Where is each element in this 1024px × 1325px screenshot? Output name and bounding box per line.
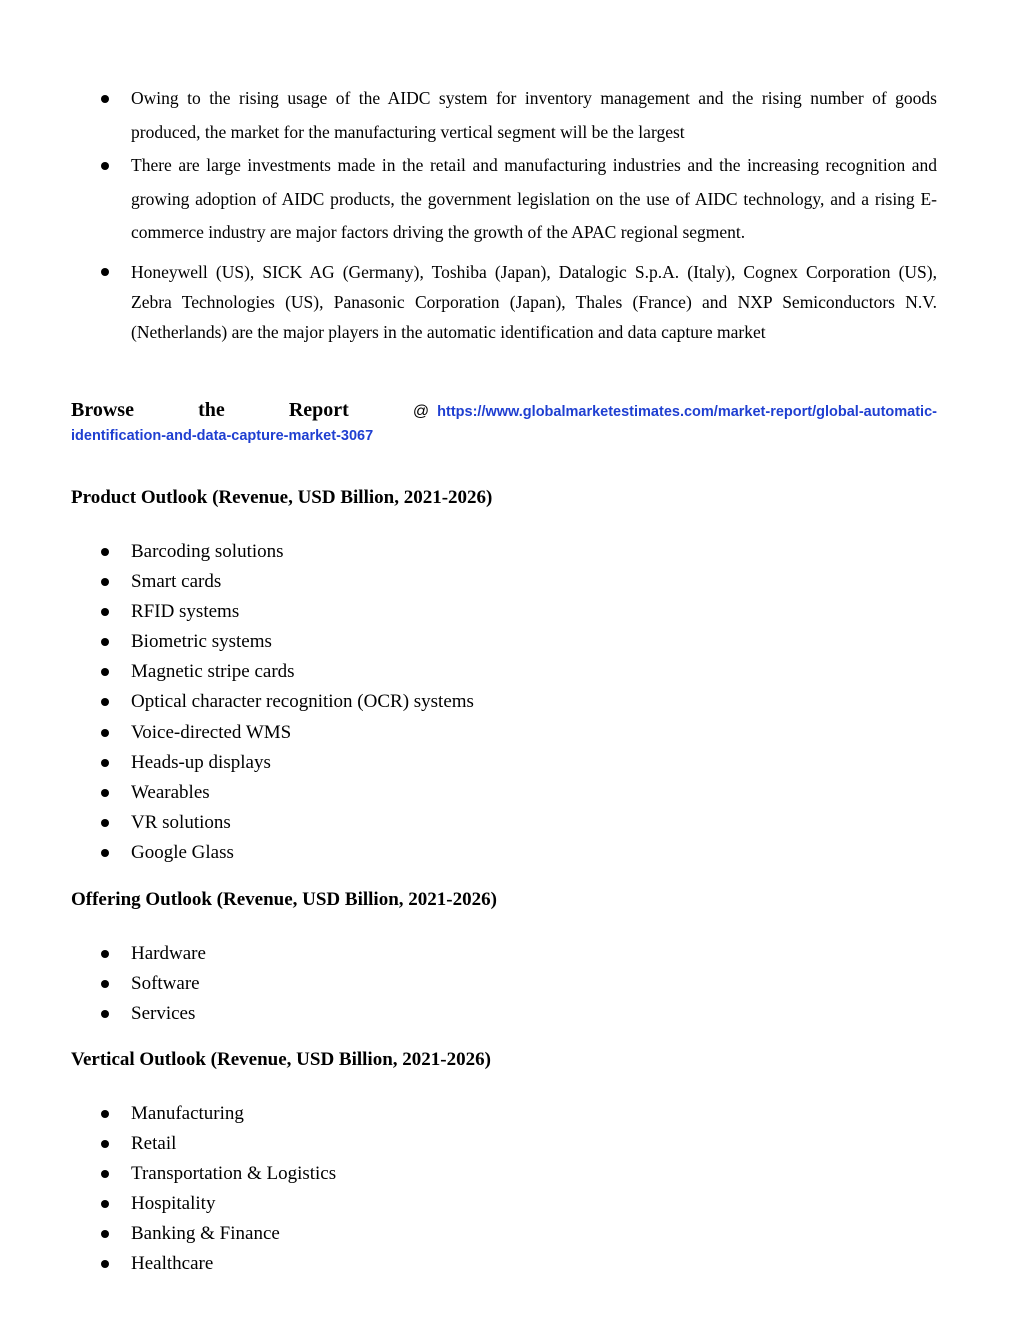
list-item [0,748,1024,778]
list-item [0,1249,1024,1279]
bullet-icon [101,819,109,827]
bullet-icon [101,548,109,556]
offering-outlook-heading: Offering Outlook (Revenue, USD Billion, 2021-2026) [71,889,497,910]
list-item-text: Hospitality [131,1193,216,1215]
list-item-text: Heads-up displays [131,751,271,773]
list-item-text: Hardware [131,943,206,964]
bullet-icon [101,95,109,103]
bullet-icon [101,638,109,646]
list-item [0,718,1024,748]
list-item-text: Transportation & Logistics [131,1163,337,1185]
bullet-icon [101,1260,109,1268]
list-item [0,537,1024,567]
list-item [0,82,1024,149]
list-item [0,1219,1024,1249]
list-item-text: Honeywell (US), SICK AG (Germany), Toshiba (Japan), Datalogic S.p.A. (Italy), Cognex Corporation (US), Zebra Technologies (US), Panasonic Corporation (Japan), Thales (France) and NXP Semiconductors N.V. (Netherlands) are the major players in the automatic identification and data capture market [131,261,937,342]
vertical-outlook-heading: Vertical Outlook (Revenue, USD Billion, 2021-2026) [71,1049,491,1070]
bullet-icon [101,950,109,958]
list-item-text: Retail [131,1133,177,1155]
bullet-icon [101,268,109,276]
list-item [0,939,1024,969]
list-item-text: Barcoding solutions [131,541,284,562]
bullet-icon [101,729,109,737]
list-item-text: RFID systems [131,601,240,623]
bullet-icon [101,849,109,857]
browse-report-block [71,399,937,444]
list-item-text: There are large investments made in the retail and manufacturing industries and the increasing recognition and growing adoption of AIDC products, the government legislation on the use of AIDC technology, and a rising E-commerce industry are major factors driving the growth of the APAC regional segment. [131,155,937,242]
bullet-icon [101,698,109,706]
list-item [0,1159,1024,1189]
list-item [0,969,1024,999]
intro-bullet-list [0,82,1024,347]
bullet-icon [101,578,109,586]
list-item-text: Google Glass [131,841,234,863]
list-item [0,597,1024,627]
list-item [0,1189,1024,1219]
list-item [0,778,1024,808]
browse-link-start [413,403,937,421]
report-link[interactable]: https://www.globalmarketestimates.com/market-report/global-automatic- [437,404,937,420]
list-item [0,567,1024,597]
browse-report-line [71,399,937,422]
product-outlook-list [0,537,1024,868]
report-word: Report [288,399,349,421]
the-word: the [198,399,225,421]
list-item [0,999,1024,1029]
list-item-text: Banking & Finance [131,1223,280,1245]
list-item [0,687,1024,717]
browse-word: Browse [71,399,134,421]
list-item-text: Healthcare [131,1253,214,1275]
list-item [0,657,1024,687]
offering-outlook-list [0,939,1024,1029]
list-item-text: Owing to the rising usage of the AIDC system for inventory management and the rising number of goods produced, the market for the manufacturing vertical segment will be the largest [131,88,937,142]
list-item-text: Magnetic stripe cards [131,661,295,683]
list-item [0,257,1024,347]
list-item [0,1129,1024,1159]
list-item-text: Manufacturing [131,1103,244,1124]
list-item-text: Biometric systems [131,631,272,653]
vertical-outlook-list [0,1099,1024,1280]
list-item [0,838,1024,868]
list-item-text: Smart cards [131,571,222,593]
list-item-text: VR solutions [131,811,231,833]
bullet-icon [101,759,109,767]
bullet-icon [101,980,109,988]
list-item-text: Voice-directed WMS [131,721,292,743]
bullet-icon [101,1140,109,1148]
bullet-icon [101,608,109,616]
list-item [0,149,1024,250]
bullet-icon [101,668,109,676]
list-item-text: Software [131,973,200,995]
bullet-icon [101,1010,109,1018]
list-item [0,808,1024,838]
at-sign: @ [412,403,430,420]
bullet-icon [101,1170,109,1178]
bullet-icon [101,789,109,797]
list-item-text: Optical character recognition (OCR) systems [131,691,474,713]
product-outlook-heading: Product Outlook (Revenue, USD Billion, 2021-2026) [71,487,493,508]
bullet-icon [101,1230,109,1238]
list-item [0,1099,1024,1129]
report-link-continued[interactable]: identification-and-data-capture-market-3067 [71,428,374,444]
bullet-icon [101,1200,109,1208]
list-item-text: Services [131,1003,196,1025]
bullet-icon [101,1110,109,1118]
list-item [0,627,1024,657]
bullet-icon [101,162,109,170]
list-item-text: Wearables [131,781,210,803]
